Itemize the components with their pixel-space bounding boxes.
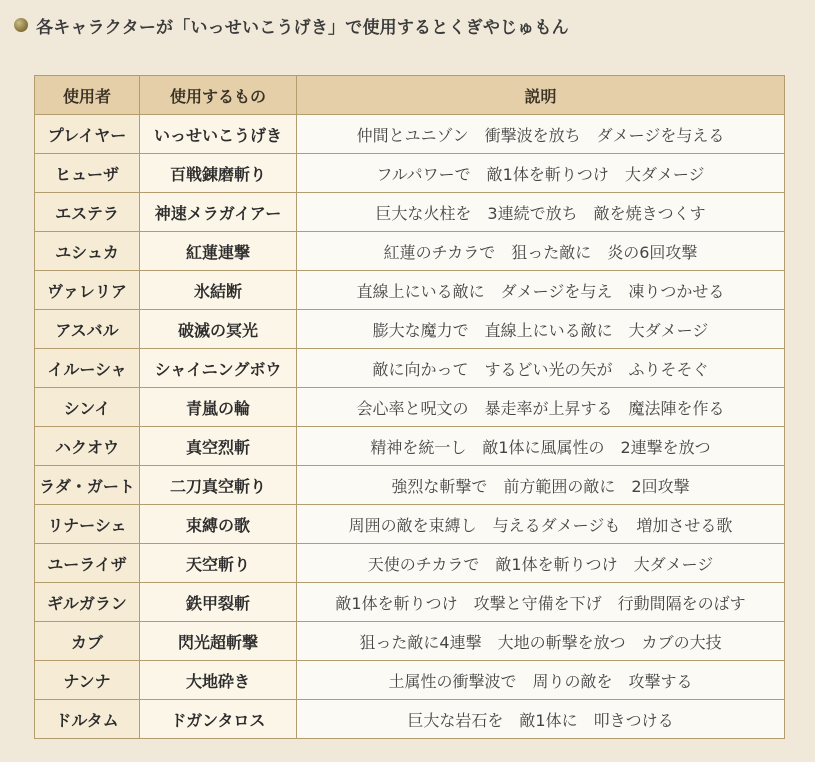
description-cell: 土属性の衝撃波で 周りの敵を 攻撃する [297,661,785,700]
description-cell: 仲間とユニゾン 衝撃波を放ち ダメージを与える [297,115,785,154]
skill-cell: 青嵐の輪 [140,388,297,427]
description-cell: 直線上にいる敵に ダメージを与え 凍りつかせる [297,271,785,310]
user-cell: ナンナ [35,661,140,700]
description-cell: 天使のチカラで 敵1体を斬りつけ 大ダメージ [297,544,785,583]
skill-cell: 二刀真空斬り [140,466,297,505]
table-row [35,700,785,739]
description-cell: 敵に向かって するどい光の矢が ふりそそぐ [297,349,785,388]
section-title: 各キャラクターが「いっせいこうげき」で使用するとくぎやじゅもん [36,17,569,38]
table-row [35,544,785,583]
user-cell: ヴァレリア [35,271,140,310]
table-row [35,154,785,193]
user-cell: ユシュカ [35,232,140,271]
table-row [35,388,785,427]
skill-cell: 紅蓮連撃 [140,232,297,271]
section-heading [14,12,569,38]
table-row [35,271,785,310]
description-cell: 強烈な斬撃で 前方範囲の敵に 2回攻撃 [297,466,785,505]
user-cell: エステラ [35,193,140,232]
table-row [35,583,785,622]
description-cell: 周囲の敵を束縛し 与えるダメージも 増加させる歌 [297,505,785,544]
column-header-user: 使用者 [35,76,140,115]
user-cell: カブ [35,622,140,661]
user-cell: ラダ・ガート [35,466,140,505]
skill-cell: 神速メラガイアー [140,193,297,232]
user-cell: ハクオウ [35,427,140,466]
skill-cell: 閃光超斬撃 [140,622,297,661]
skill-cell: シャイニングボウ [140,349,297,388]
user-cell: イルーシャ [35,349,140,388]
table-row [35,466,785,505]
table-row [35,505,785,544]
table-row [35,661,785,700]
user-cell: ドルタム [35,700,140,739]
table-row [35,427,785,466]
user-cell: ヒューザ [35,154,140,193]
user-cell: リナーシェ [35,505,140,544]
user-cell: アスバル [35,310,140,349]
table-row [35,349,785,388]
skill-cell: 大地砕き [140,661,297,700]
skill-cell: いっせいこうげき [140,115,297,154]
user-cell: シンイ [35,388,140,427]
table-row [35,115,785,154]
table-row [35,622,785,661]
column-header-skill: 使用するもの [140,76,297,115]
skill-cell: ドガンタロス [140,700,297,739]
skill-cell: 天空斬り [140,544,297,583]
description-cell: 紅蓮のチカラで 狙った敵に 炎の6回攻撃 [297,232,785,271]
table-body [35,115,785,739]
description-cell: 膨大な魔力で 直線上にいる敵に 大ダメージ [297,310,785,349]
skill-cell: 束縛の歌 [140,505,297,544]
skill-cell: 百戦錬磨斬り [140,154,297,193]
description-cell: 巨大な岩石を 敵1体に 叩きつける [297,700,785,739]
description-cell: 巨大な火柱を 3連続で放ち 敵を焼きつくす [297,193,785,232]
description-cell: 会心率と呪文の 暴走率が上昇する 魔法陣を作る [297,388,785,427]
skill-cell: 氷結断 [140,271,297,310]
skill-cell: 破滅の冥光 [140,310,297,349]
user-cell: ギルガラン [35,583,140,622]
table-row [35,232,785,271]
description-cell: 敵1体を斬りつけ 攻撃と守備を下げ 行動間隔をのばす [297,583,785,622]
user-cell: ユーライザ [35,544,140,583]
skill-cell: 鉄甲裂斬 [140,583,297,622]
user-cell: プレイヤー [35,115,140,154]
table-header-row [35,76,785,115]
skill-table [34,75,785,739]
column-header-description: 説明 [297,76,785,115]
description-cell: フルパワーで 敵1体を斬りつけ 大ダメージ [297,154,785,193]
description-cell: 精神を統一し 敵1体に風属性の 2連撃を放つ [297,427,785,466]
table-row [35,193,785,232]
bullet-circle-icon [14,18,28,32]
table-row [35,310,785,349]
description-cell: 狙った敵に4連撃 大地の斬撃を放つ カブの大技 [297,622,785,661]
skill-cell: 真空烈斬 [140,427,297,466]
